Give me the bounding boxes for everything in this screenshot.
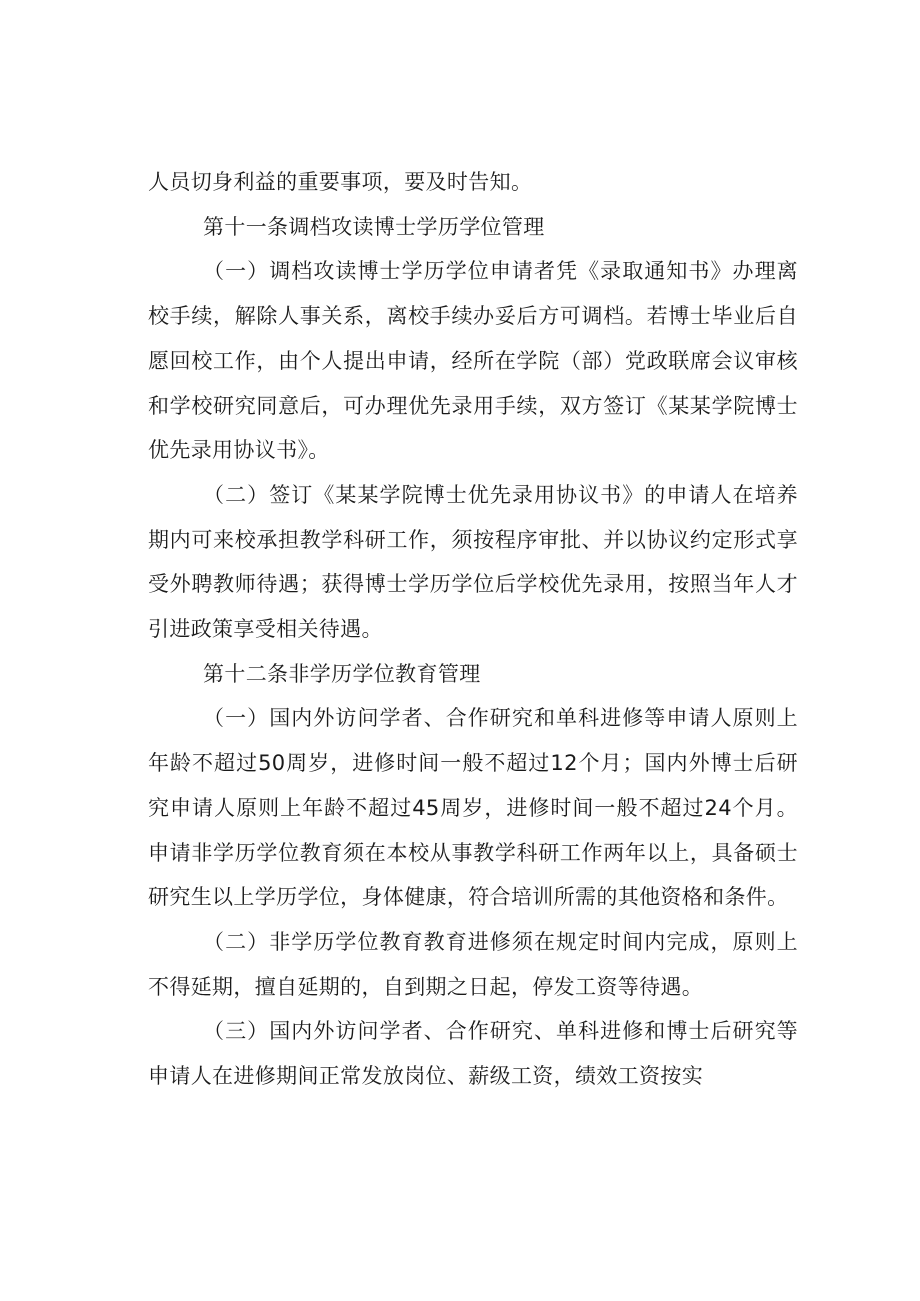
article-11-heading: 第十一条调档攻读博士学历学位管理 <box>203 214 545 239</box>
article-11-clause-1: （一）调档攻读博士学历学位申请者凭《录取通知书》办理离校手续，解除人事关系，离校手续办妥后方可调档。若博士毕业后自愿回校工作，由个人提出申请，经所在学院（部）党政联席会议审核和学校研究同意后，可办理优先录用手续，双方签订《某某学院博士优先录用协议书》。 <box>148 259 798 463</box>
article-12-clause-3: （三）国内外访问学者、合作研究、单科进修和博士后研究等申请人在进修期间正常发放岗位、薪级工资，绩效工资按实 <box>148 1019 798 1089</box>
article-12-heading: 第十二条非学历学位教育管理 <box>203 661 481 686</box>
document-body <box>148 160 798 1099</box>
article-12-clause-1: （一）国内外访问学者、合作研究和单科进修等申请人原则上年龄不超过50周岁，进修时间一般不超过12个月；国内外博士后研究申请人原则上年龄不超过45周岁，进修时间一般不超过24个月。申请非学历学位教育须在本校从事教学科研工作两年以上，具备硕士研究生以上学历学位，身体健康，符合培训所需的其他资格和条件。 <box>148 706 798 910</box>
paragraph-continuation: 人员切身利益的重要事项，要及时告知。 <box>148 170 533 194</box>
article-11-clause-2: （二）签订《某某学院博士优先录用协议书》的申请人在培养期内可来校承担教学科研工作，须按程序审批、并以协议约定形式享受外聘教师待遇；获得博士学历学位后学校优先录用，按照当年人才引进政策享受相关待遇。 <box>148 482 798 642</box>
article-12-clause-2: （二）非学历学位教育教育进修须在规定时间内完成，原则上不得延期，擅自延期的，自到期之日起，停发工资等待遇。 <box>148 929 798 999</box>
